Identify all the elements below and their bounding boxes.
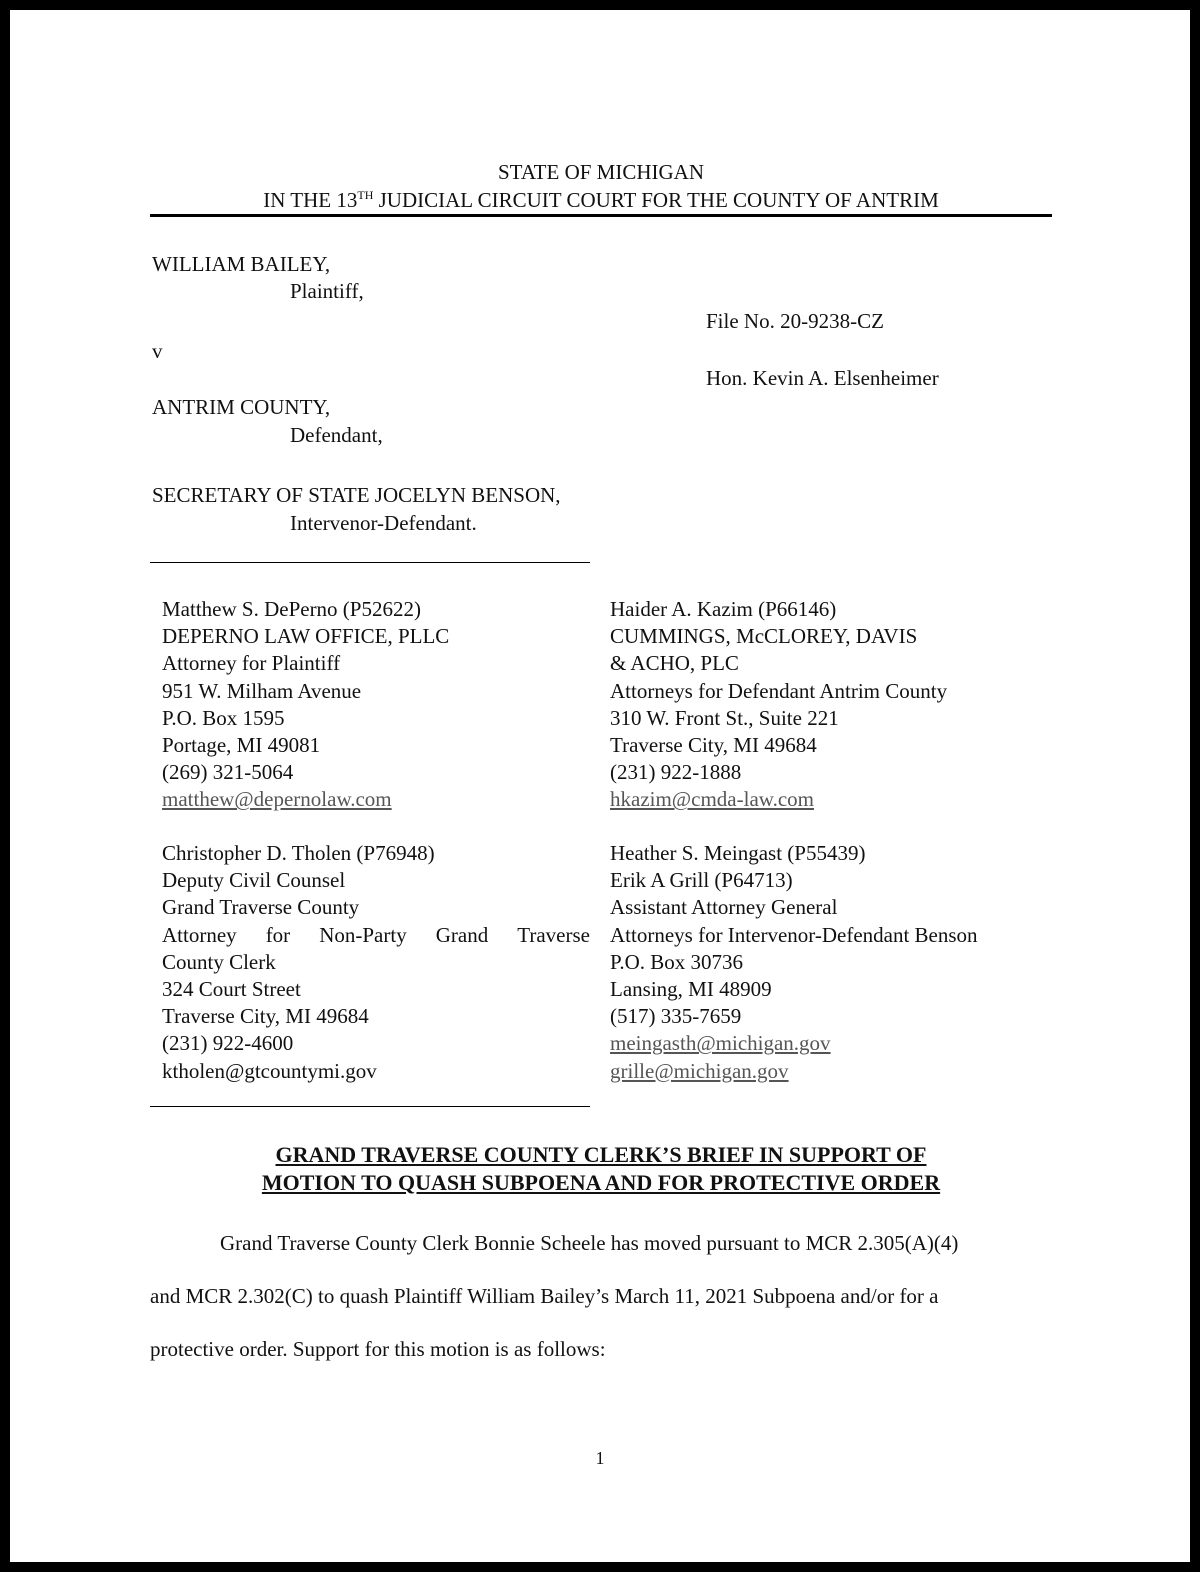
counsel-line: 310 W. Front St., Suite 221 (610, 705, 839, 730)
defendant-role: Defendant, (290, 423, 383, 447)
counsel-line: Lansing, MI 48909 (610, 977, 772, 1002)
page-number: 1 (595, 1448, 605, 1468)
counsel-line: P.O. Box 30736 (610, 949, 744, 974)
judge-name: Hon. Kevin A. Elsenheimer (706, 366, 939, 390)
body-line-1: Grand Traverse County Clerk Bonnie Scheele has moved pursuant to MCR 2.305(A)(4) (220, 1231, 959, 1255)
body-line-2: and MCR 2.302(C) to quash Plaintiff William Bailey’s March 11, 2021 Subpoena and/or for a (150, 1284, 939, 1308)
counsel-line: County Clerk (162, 949, 276, 974)
counsel-line: Matthew S. DePerno (P52622) (162, 597, 421, 621)
counsel-line: (231) 922-1888 (610, 760, 742, 785)
counsel-line: (231) 922-4600 (162, 1031, 294, 1056)
counsel-rule (150, 1106, 590, 1107)
non-party-email: ktholen@gtcountymi.gov (162, 1058, 377, 1083)
intervenor-counsel-block (610, 840, 978, 1085)
counsel-line: Portage, MI 49081 (162, 733, 321, 758)
plaintiff-counsel-block (162, 596, 449, 814)
counsel-line: Attorney for Plaintiff (162, 651, 341, 676)
intervenor-role: Intervenor-Defendant. (290, 511, 477, 535)
counsel-line: (517) 335-7659 (610, 1004, 742, 1029)
counsel-line: Deputy Civil Counsel (162, 868, 346, 893)
intervenor-email-link-2[interactable]: grille@michigan.gov (610, 1058, 789, 1083)
counsel-line: CUMMINGS, McCLOREY, DAVIS (610, 624, 918, 649)
counsel-line: Assistant Attorney General (610, 895, 838, 920)
counsel-line: DEPERNO LAW OFFICE, PLLC (162, 624, 450, 649)
counsel-line: Heather S. Meingast (P55439) (610, 841, 866, 865)
counsel-line: Traverse City, MI 49684 (610, 733, 817, 758)
caption-rule (150, 214, 1052, 217)
defendant-counsel-block (610, 596, 947, 814)
counsel-line: P.O. Box 1595 (162, 705, 285, 730)
counsel-line: Attorneys for Intervenor-Defendant Benson (610, 922, 978, 947)
counsel-line-justified: Attorney for Non-Party Grand Traverse (162, 922, 590, 947)
versus: v (152, 339, 163, 363)
counsel-line: (269) 321-5064 (162, 760, 294, 785)
non-party-counsel-block (162, 840, 590, 1085)
plaintiff-name: WILLIAM BAILEY, (152, 252, 331, 276)
counsel-line: 951 W. Milham Avenue (162, 678, 362, 703)
counsel-line: Attorneys for Defendant Antrim County (610, 678, 948, 703)
counsel-line: Erik A Grill (P64713) (610, 868, 793, 893)
counsel-line: Traverse City, MI 49684 (162, 1004, 369, 1029)
plaintiff-role: Plaintiff, (290, 279, 364, 303)
parties-rule (150, 562, 590, 563)
counsel-line: Haider A. Kazim (P66146) (610, 597, 837, 621)
counsel-line: Christopher D. Tholen (P76948) (162, 841, 435, 865)
file-number: File No. 20-9238-CZ (706, 309, 884, 333)
counsel-line: & ACHO, PLC (610, 651, 739, 676)
defendant-name: ANTRIM COUNTY, (152, 395, 331, 419)
brief-title-line1: GRAND TRAVERSE COUNTY CLERK’S BRIEF IN SUPPORT OF (275, 1142, 927, 1167)
intervenor-email-link[interactable]: meingasth@michigan.gov (610, 1031, 831, 1056)
brief-title-line2: MOTION TO QUASH SUBPOENA AND FOR PROTECTIVE ORDER (261, 1170, 941, 1195)
caption-state: STATE OF MICHIGAN (498, 160, 704, 184)
defendant-email-link[interactable]: hkazim@cmda-law.com (610, 787, 814, 812)
caption-court: IN THE 13TH JUDICIAL CIRCUIT COURT FOR THE COUNTY OF ANTRIM (263, 188, 939, 212)
plaintiff-email-link[interactable]: matthew@depernolaw.com (162, 787, 392, 812)
counsel-line: 324 Court Street (162, 977, 301, 1002)
intervenor-name: SECRETARY OF STATE JOCELYN BENSON, (152, 483, 561, 507)
counsel-line: Grand Traverse County (162, 895, 360, 920)
body-line-3: protective order. Support for this motion is as follows: (150, 1337, 606, 1361)
